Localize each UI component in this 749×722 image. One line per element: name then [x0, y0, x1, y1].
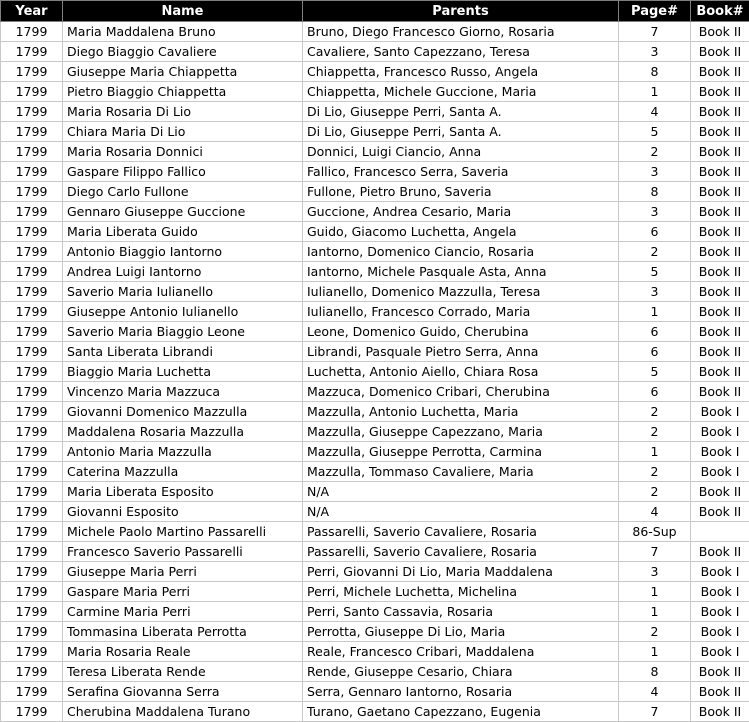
cell-parents[interactable]: N/A	[303, 502, 619, 522]
cell-parents[interactable]: Fullone, Pietro Bruno, Saveria	[303, 182, 619, 202]
table-row	[1, 302, 749, 322]
cell-page[interactable]: 4	[619, 102, 691, 122]
cell-name[interactable]: Saverio Maria Iulianello	[63, 282, 303, 302]
cell-year[interactable]: 1799	[1, 382, 63, 402]
cell-book[interactable]: Book I	[691, 402, 749, 422]
cell-book[interactable]: Book II	[691, 702, 749, 722]
cell-book[interactable]: Book I	[691, 602, 749, 622]
cell-year[interactable]: 1799	[1, 102, 63, 122]
table-row	[1, 22, 749, 42]
cell-name[interactable]: Maddalena Rosaria Mazzulla	[63, 422, 303, 442]
cell-parents[interactable]: Perri, Michele Luchetta, Michelina	[303, 582, 619, 602]
table-header	[1, 1, 749, 22]
header-name[interactable]: Name	[63, 1, 303, 22]
cell-name[interactable]: Tommasina Liberata Perrotta	[63, 622, 303, 642]
table-body	[1, 22, 749, 722]
cell-book[interactable]: Book II	[691, 262, 749, 282]
cell-book[interactable]: Book II	[691, 182, 749, 202]
cell-year[interactable]: 1799	[1, 602, 63, 622]
table-row	[1, 502, 749, 522]
cell-name[interactable]: Michele Paolo Martino Passarelli	[63, 522, 303, 542]
cell-year[interactable]: 1799	[1, 302, 63, 322]
cell-parents[interactable]: Mazzuca, Domenico Cribari, Cherubina	[303, 382, 619, 402]
table-row	[1, 682, 749, 702]
cell-book[interactable]: Book I	[691, 442, 749, 462]
table-row	[1, 102, 749, 122]
cell-parents[interactable]: Mazzulla, Giuseppe Perrotta, Carmina	[303, 442, 619, 462]
cell-book[interactable]: Book II	[691, 342, 749, 362]
cell-name[interactable]: Antonio Biaggio Iantorno	[63, 242, 303, 262]
table-row	[1, 522, 749, 542]
table-row	[1, 182, 749, 202]
cell-page[interactable]: 7	[619, 22, 691, 42]
cell-year[interactable]: 1799	[1, 622, 63, 642]
cell-page[interactable]: 4	[619, 502, 691, 522]
cell-parents[interactable]: Chiappetta, Michele Guccione, Maria	[303, 82, 619, 102]
cell-parents[interactable]: Cavaliere, Santo Capezzano, Teresa	[303, 42, 619, 62]
cell-year[interactable]: 1799	[1, 182, 63, 202]
table-row	[1, 42, 749, 62]
cell-name[interactable]: Giovanni Domenico Mazzulla	[63, 402, 303, 422]
table-row	[1, 602, 749, 622]
cell-name[interactable]: Francesco Saverio Passarelli	[63, 542, 303, 562]
cell-name[interactable]: Andrea Luigi Iantorno	[63, 262, 303, 282]
cell-parents[interactable]: Librandi, Pasquale Pietro Serra, Anna	[303, 342, 619, 362]
cell-parents[interactable]: Rende, Giuseppe Cesario, Chiara	[303, 662, 619, 682]
cell-parents[interactable]: Guido, Giacomo Luchetta, Angela	[303, 222, 619, 242]
cell-parents[interactable]: Donnici, Luigi Ciancio, Anna	[303, 142, 619, 162]
cell-parents[interactable]: Mazzulla, Antonio Luchetta, Maria	[303, 402, 619, 422]
cell-year[interactable]: 1799	[1, 202, 63, 222]
cell-name[interactable]: Giuseppe Maria Perri	[63, 562, 303, 582]
cell-page[interactable]: 2	[619, 482, 691, 502]
cell-parents[interactable]: Guccione, Andrea Cesario, Maria	[303, 202, 619, 222]
cell-year[interactable]: 1799	[1, 702, 63, 722]
cell-year[interactable]: 1799	[1, 362, 63, 382]
cell-book[interactable]: Book I	[691, 642, 749, 662]
cell-name[interactable]: Giuseppe Maria Chiappetta	[63, 62, 303, 82]
cell-year[interactable]: 1799	[1, 662, 63, 682]
table-row	[1, 422, 749, 442]
table-row	[1, 202, 749, 222]
cell-parents[interactable]: Iulianello, Domenico Mazzulla, Teresa	[303, 282, 619, 302]
table-row	[1, 702, 749, 722]
header-page[interactable]: Page#	[619, 1, 691, 22]
table-row	[1, 282, 749, 302]
cell-parents[interactable]: Luchetta, Antonio Aiello, Chiara Rosa	[303, 362, 619, 382]
cell-year[interactable]: 1799	[1, 42, 63, 62]
cell-year[interactable]: 1799	[1, 62, 63, 82]
cell-page[interactable]: 3	[619, 282, 691, 302]
cell-book[interactable]: Book II	[691, 542, 749, 562]
cell-book[interactable]: Book II	[691, 482, 749, 502]
table-row	[1, 662, 749, 682]
cell-name[interactable]: Maria Maddalena Bruno	[63, 22, 303, 42]
cell-book[interactable]: Book II	[691, 362, 749, 382]
table-row	[1, 342, 749, 362]
table-row	[1, 402, 749, 422]
cell-year[interactable]: 1799	[1, 442, 63, 462]
cell-page[interactable]: 3	[619, 562, 691, 582]
cell-name[interactable]: Santa Liberata Librandi	[63, 342, 303, 362]
cell-year[interactable]: 1799	[1, 342, 63, 362]
header-year[interactable]: Year	[1, 1, 63, 22]
cell-page[interactable]: 5	[619, 262, 691, 282]
cell-page[interactable]: 2	[619, 422, 691, 442]
cell-name[interactable]: Maria Liberata Esposito	[63, 482, 303, 502]
cell-year[interactable]: 1799	[1, 402, 63, 422]
cell-page[interactable]: 7	[619, 542, 691, 562]
cell-name[interactable]: Biaggio Maria Luchetta	[63, 362, 303, 382]
cell-name[interactable]: Giuseppe Antonio Iulianello	[63, 302, 303, 322]
cell-name[interactable]: Pietro Biaggio Chiappetta	[63, 82, 303, 102]
cell-page[interactable]: 86-Sup	[619, 522, 691, 542]
cell-parents[interactable]: N/A	[303, 482, 619, 502]
cell-book[interactable]: Book I	[691, 622, 749, 642]
cell-book[interactable]: Book II	[691, 42, 749, 62]
cell-year[interactable]: 1799	[1, 242, 63, 262]
cell-book[interactable]: Book II	[691, 682, 749, 702]
table-row	[1, 62, 749, 82]
table-row	[1, 442, 749, 462]
cell-book[interactable]: Book II	[691, 322, 749, 342]
table-row	[1, 362, 749, 382]
cell-parents[interactable]: Bruno, Diego Francesco Giorno, Rosaria	[303, 22, 619, 42]
cell-name[interactable]: Maria Rosaria Donnici	[63, 142, 303, 162]
cell-parents[interactable]: Di Lio, Giuseppe Perri, Santa A.	[303, 122, 619, 142]
cell-book[interactable]: Book II	[691, 502, 749, 522]
cell-page[interactable]: 2	[619, 242, 691, 262]
cell-page[interactable]: 6	[619, 382, 691, 402]
cell-page[interactable]: 1	[619, 642, 691, 662]
cell-name[interactable]: Caterina Mazzulla	[63, 462, 303, 482]
cell-year[interactable]: 1799	[1, 682, 63, 702]
cell-book[interactable]: Book II	[691, 62, 749, 82]
cell-name[interactable]: Gaspare Filippo Fallico	[63, 162, 303, 182]
cell-parents[interactable]: Perri, Giovanni Di Lio, Maria Maddalena	[303, 562, 619, 582]
table-row	[1, 122, 749, 142]
cell-page[interactable]: 5	[619, 122, 691, 142]
table-row	[1, 382, 749, 402]
table-row	[1, 622, 749, 642]
cell-year[interactable]: 1799	[1, 282, 63, 302]
cell-name[interactable]: Antonio Maria Mazzulla	[63, 442, 303, 462]
cell-parents[interactable]: Iulianello, Francesco Corrado, Maria	[303, 302, 619, 322]
cell-book[interactable]: Book II	[691, 122, 749, 142]
table-row	[1, 482, 749, 502]
cell-year[interactable]: 1799	[1, 482, 63, 502]
cell-page[interactable]: 1	[619, 442, 691, 462]
cell-year[interactable]: 1799	[1, 162, 63, 182]
cell-book[interactable]: Book I	[691, 562, 749, 582]
cell-parents[interactable]: Perrotta, Giuseppe Di Lio, Maria	[303, 622, 619, 642]
table-row	[1, 642, 749, 662]
header-row	[1, 1, 749, 22]
cell-book[interactable]: Book II	[691, 142, 749, 162]
cell-year[interactable]: 1799	[1, 262, 63, 282]
cell-book[interactable]: Book I	[691, 462, 749, 482]
cell-page[interactable]: 1	[619, 602, 691, 622]
cell-name[interactable]: Teresa Liberata Rende	[63, 662, 303, 682]
cell-year[interactable]: 1799	[1, 322, 63, 342]
cell-name[interactable]: Gennaro Giuseppe Guccione	[63, 202, 303, 222]
cell-name[interactable]: Saverio Maria Biaggio Leone	[63, 322, 303, 342]
cell-name[interactable]: Vincenzo Maria Mazzuca	[63, 382, 303, 402]
cell-name[interactable]: Giovanni Esposito	[63, 502, 303, 522]
cell-page[interactable]: 3	[619, 42, 691, 62]
cell-page[interactable]: 3	[619, 202, 691, 222]
cell-page[interactable]: 8	[619, 662, 691, 682]
table-row	[1, 222, 749, 242]
cell-year[interactable]: 1799	[1, 502, 63, 522]
table-row	[1, 142, 749, 162]
cell-parents[interactable]: Passarelli, Saverio Cavaliere, Rosaria	[303, 522, 619, 542]
cell-parents[interactable]: Chiappetta, Francesco Russo, Angela	[303, 62, 619, 82]
cell-page[interactable]: 7	[619, 702, 691, 722]
cell-page[interactable]: 8	[619, 182, 691, 202]
cell-year[interactable]: 1799	[1, 642, 63, 662]
cell-page[interactable]: 8	[619, 62, 691, 82]
table-row	[1, 82, 749, 102]
table-row	[1, 242, 749, 262]
cell-page[interactable]: 1	[619, 82, 691, 102]
cell-parents[interactable]: Passarelli, Saverio Cavaliere, Rosaria	[303, 542, 619, 562]
cell-page[interactable]: 6	[619, 222, 691, 242]
cell-year[interactable]: 1799	[1, 562, 63, 582]
cell-parents[interactable]: Mazzulla, Giuseppe Capezzano, Maria	[303, 422, 619, 442]
cell-parents[interactable]: Iantorno, Michele Pasquale Asta, Anna	[303, 262, 619, 282]
cell-parents[interactable]: Perri, Santo Cassavia, Rosaria	[303, 602, 619, 622]
cell-year[interactable]: 1799	[1, 142, 63, 162]
cell-name[interactable]: Chiara Maria Di Lio	[63, 122, 303, 142]
cell-page[interactable]: 2	[619, 402, 691, 422]
cell-page[interactable]: 2	[619, 622, 691, 642]
cell-year[interactable]: 1799	[1, 422, 63, 442]
cell-book[interactable]: Book I	[691, 422, 749, 442]
table-row	[1, 162, 749, 182]
table-row	[1, 582, 749, 602]
cell-name[interactable]: Gaspare Maria Perri	[63, 582, 303, 602]
cell-parents[interactable]: Mazzulla, Tommaso Cavaliere, Maria	[303, 462, 619, 482]
table-row	[1, 462, 749, 482]
cell-page[interactable]: 3	[619, 162, 691, 182]
cell-page[interactable]: 6	[619, 322, 691, 342]
cell-page[interactable]: 4	[619, 682, 691, 702]
table-row	[1, 542, 749, 562]
cell-book[interactable]: Book II	[691, 242, 749, 262]
table-row	[1, 562, 749, 582]
cell-parents[interactable]: Turano, Gaetano Capezzano, Eugenia	[303, 702, 619, 722]
cell-name[interactable]: Diego Carlo Fullone	[63, 182, 303, 202]
cell-name[interactable]: Serafina Giovanna Serra	[63, 682, 303, 702]
cell-year[interactable]: 1799	[1, 542, 63, 562]
cell-name[interactable]: Cherubina Maddalena Turano	[63, 702, 303, 722]
cell-name[interactable]: Carmine Maria Perri	[63, 602, 303, 622]
cell-parents[interactable]: Leone, Domenico Guido, Cherubina	[303, 322, 619, 342]
cell-page[interactable]: 1	[619, 302, 691, 322]
cell-book[interactable]: Book II	[691, 22, 749, 42]
header-book[interactable]: Book#	[691, 1, 749, 22]
cell-parents[interactable]: Di Lio, Giuseppe Perri, Santa A.	[303, 102, 619, 122]
cell-year[interactable]: 1799	[1, 522, 63, 542]
cell-page[interactable]: 1	[619, 582, 691, 602]
cell-page[interactable]: 2	[619, 142, 691, 162]
cell-year[interactable]: 1799	[1, 582, 63, 602]
header-parents[interactable]: Parents	[303, 1, 619, 22]
cell-book[interactable]: Book II	[691, 82, 749, 102]
cell-book[interactable]: Book II	[691, 202, 749, 222]
cell-year[interactable]: 1799	[1, 22, 63, 42]
cell-page[interactable]: 2	[619, 462, 691, 482]
cell-page[interactable]: 6	[619, 342, 691, 362]
table-row	[1, 322, 749, 342]
cell-book[interactable]: Book I	[691, 582, 749, 602]
cell-parents[interactable]: Iantorno, Domenico Ciancio, Rosaria	[303, 242, 619, 262]
cell-year[interactable]: 1799	[1, 82, 63, 102]
cell-year[interactable]: 1799	[1, 122, 63, 142]
cell-book[interactable]: Book II	[691, 662, 749, 682]
cell-year[interactable]: 1799	[1, 462, 63, 482]
cell-name[interactable]: Maria Rosaria Di Lio	[63, 102, 303, 122]
cell-book[interactable]: Book II	[691, 102, 749, 122]
cell-book[interactable]: Book II	[691, 282, 749, 302]
cell-page[interactable]: 5	[619, 362, 691, 382]
cell-year[interactable]: 1799	[1, 222, 63, 242]
cell-book[interactable]	[691, 522, 749, 542]
cell-book[interactable]: Book II	[691, 302, 749, 322]
cell-parents[interactable]: Fallico, Francesco Serra, Saveria	[303, 162, 619, 182]
cell-parents[interactable]: Serra, Gennaro Iantorno, Rosaria	[303, 682, 619, 702]
cell-book[interactable]: Book II	[691, 382, 749, 402]
cell-name[interactable]: Maria Liberata Guido	[63, 222, 303, 242]
cell-book[interactable]: Book II	[691, 162, 749, 182]
cell-book[interactable]: Book II	[691, 222, 749, 242]
table-row	[1, 262, 749, 282]
cell-name[interactable]: Diego Biaggio Cavaliere	[63, 42, 303, 62]
cell-parents[interactable]: Reale, Francesco Cribari, Maddalena	[303, 642, 619, 662]
cell-name[interactable]: Maria Rosaria Reale	[63, 642, 303, 662]
